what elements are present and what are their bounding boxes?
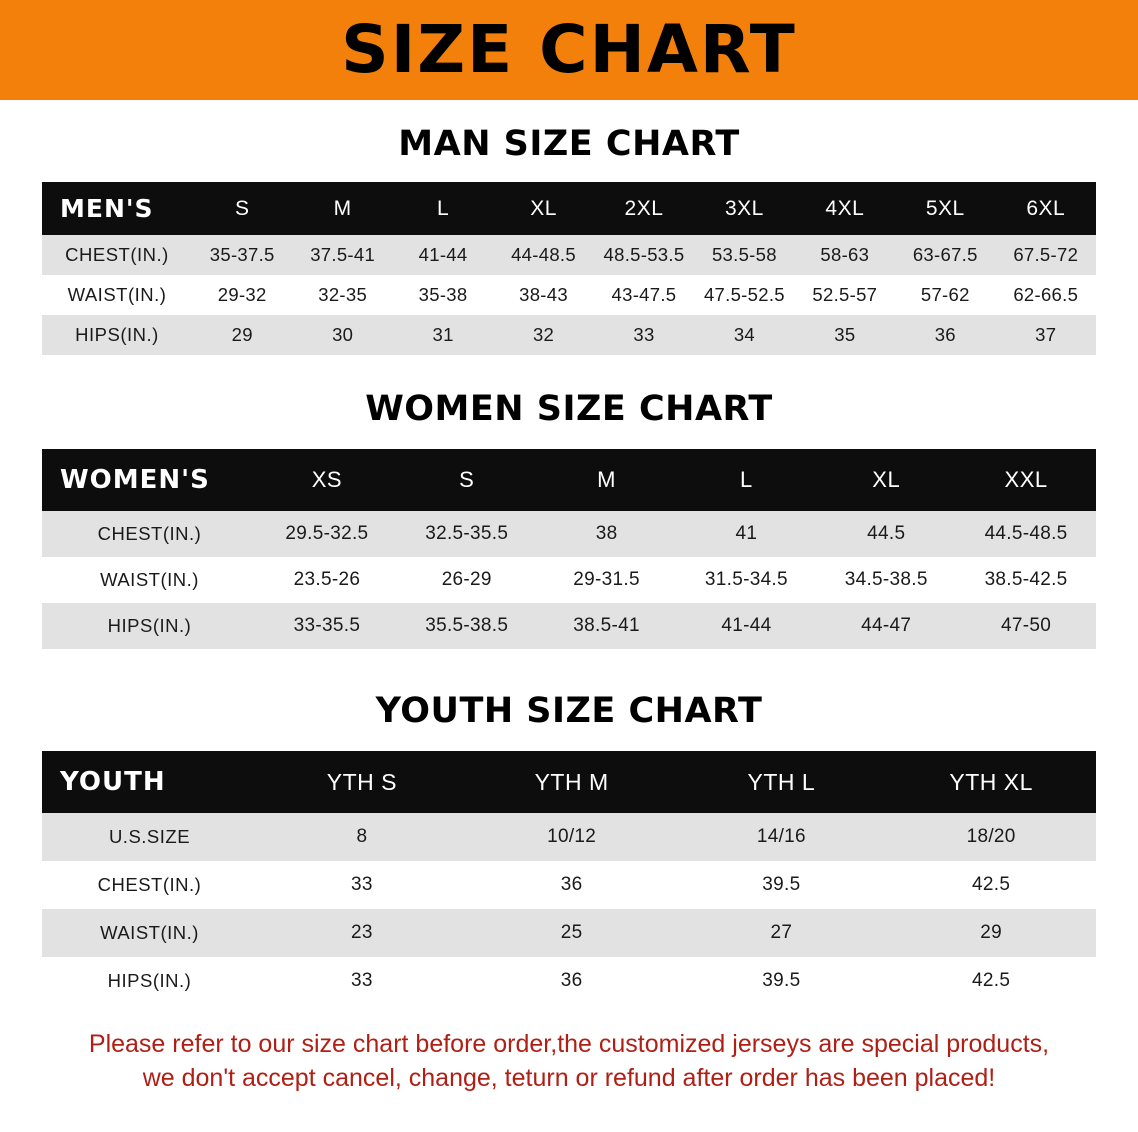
youth-hips-m: 36	[467, 957, 677, 1005]
women-hips-xxl: 47-50	[956, 603, 1096, 649]
youth-row-label-chest: CHEST(IN.)	[42, 861, 257, 909]
banner	[0, 0, 1138, 100]
youth-header-l: YTH L	[747, 768, 816, 795]
man-chest-m: 37.5-41	[292, 235, 392, 275]
women-header-xs: XS	[311, 467, 343, 492]
man-waist-m: 32-35	[292, 275, 392, 315]
man-waist-4xl: 52.5-57	[795, 275, 895, 315]
man-hips-s: 29	[192, 315, 292, 355]
man-chest-2xl: 48.5-53.5	[594, 235, 694, 275]
man-header-4xl: 4XL	[825, 196, 865, 220]
man-table-body	[42, 235, 1096, 355]
women-waist-s: 26-29	[397, 557, 537, 603]
man-row-label-waist: WAIST(IN.)	[42, 275, 192, 315]
women-header-l: L	[740, 467, 753, 492]
youth-waist-m: 25	[467, 909, 677, 957]
banner-title: SIZE CHART	[341, 11, 797, 88]
man-waist-6xl: 62-66.5	[996, 275, 1097, 315]
man-waist-xl: 38-43	[493, 275, 593, 315]
man-header-3xl: 3XL	[724, 196, 764, 220]
man-header-label: MEN'S	[60, 194, 154, 223]
women-section-title: WOMEN SIZE CHART	[365, 389, 773, 429]
women-row-label-chest: CHEST(IN.)	[42, 511, 257, 557]
women-header-label: WOMEN'S	[60, 465, 210, 495]
table-row	[42, 861, 1096, 909]
youth-chest-xl: 42.5	[886, 861, 1096, 909]
women-header-xxl: XXL	[1004, 467, 1048, 492]
man-header-l: L	[437, 196, 450, 220]
women-chest-xs: 29.5-32.5	[257, 511, 397, 557]
man-chest-l: 41-44	[393, 235, 493, 275]
man-hips-m: 30	[292, 315, 392, 355]
man-chest-xl: 44-48.5	[493, 235, 593, 275]
youth-size-table	[42, 751, 1096, 1005]
table-row	[42, 957, 1096, 1005]
youth-ussize-m: 10/12	[467, 813, 677, 861]
youth-chest-s: 33	[257, 861, 467, 909]
youth-hips-l: 39.5	[677, 957, 887, 1005]
women-chest-xl: 44.5	[816, 511, 956, 557]
women-chest-xxl: 44.5-48.5	[956, 511, 1096, 557]
women-table-head	[42, 449, 1096, 511]
man-size-table	[42, 182, 1096, 355]
disclaimer-line-1: Please refer to our size chart before order,the customized jerseys are special products,	[88, 1030, 1050, 1058]
youth-ussize-l: 14/16	[677, 813, 887, 861]
man-header-m: M	[333, 196, 352, 220]
youth-row-label-ussize: U.S.SIZE	[42, 813, 257, 861]
women-waist-xs: 23.5-26	[257, 557, 397, 603]
women-waist-xl: 34.5-38.5	[816, 557, 956, 603]
women-header-s: S	[459, 467, 475, 492]
women-hips-m: 38.5-41	[537, 603, 677, 649]
man-header-xl: XL	[530, 196, 557, 220]
youth-hips-s: 33	[257, 957, 467, 1005]
women-chest-s: 32.5-35.5	[397, 511, 537, 557]
youth-ussize-s: 8	[257, 813, 467, 861]
youth-table-head	[42, 751, 1096, 813]
man-table-wrap	[42, 182, 1096, 355]
youth-table-body	[42, 813, 1096, 1005]
youth-waist-xl: 29	[886, 909, 1096, 957]
man-row-label-chest: CHEST(IN.)	[42, 235, 192, 275]
table-header-row	[42, 182, 1096, 235]
man-row-label-hips: HIPS(IN.)	[42, 315, 192, 355]
table-row	[42, 813, 1096, 861]
women-row-label-hips: HIPS(IN.)	[42, 603, 257, 649]
man-waist-s: 29-32	[192, 275, 292, 315]
man-table-head	[42, 182, 1096, 235]
women-hips-xs: 33-35.5	[257, 603, 397, 649]
women-hips-l: 41-44	[676, 603, 816, 649]
man-header-5xl: 5XL	[925, 196, 965, 220]
man-section-title: MAN SIZE CHART	[398, 124, 740, 164]
man-hips-xl: 32	[493, 315, 593, 355]
women-table-body	[42, 511, 1096, 649]
youth-row-label-waist: WAIST(IN.)	[42, 909, 257, 957]
man-chest-3xl: 53.5-58	[694, 235, 794, 275]
table-row	[42, 557, 1096, 603]
man-header-6xl: 6XL	[1026, 196, 1066, 220]
man-chest-6xl: 67.5-72	[996, 235, 1097, 275]
women-waist-m: 29-31.5	[537, 557, 677, 603]
man-hips-3xl: 34	[694, 315, 794, 355]
youth-waist-l: 27	[677, 909, 887, 957]
man-chest-s: 35-37.5	[192, 235, 292, 275]
youth-chest-m: 36	[467, 861, 677, 909]
youth-header-xl: YTH XL	[949, 768, 1033, 795]
women-hips-xl: 44-47	[816, 603, 956, 649]
man-header-2xl: 2XL	[624, 196, 664, 220]
table-row	[42, 511, 1096, 557]
women-size-table	[42, 449, 1096, 649]
youth-header-s: YTH S	[326, 768, 397, 795]
women-hips-s: 35.5-38.5	[397, 603, 537, 649]
man-header-s: S	[234, 196, 250, 220]
table-row	[42, 235, 1096, 275]
man-waist-5xl: 57-62	[895, 275, 995, 315]
youth-waist-s: 23	[257, 909, 467, 957]
youth-table-wrap	[42, 751, 1096, 1005]
women-waist-xxl: 38.5-42.5	[956, 557, 1096, 603]
man-hips-5xl: 36	[895, 315, 995, 355]
man-waist-2xl: 43-47.5	[594, 275, 694, 315]
man-hips-2xl: 33	[594, 315, 694, 355]
women-header-m: M	[597, 467, 616, 492]
table-header-row	[42, 751, 1096, 813]
women-header-xl: XL	[872, 467, 901, 492]
youth-ussize-xl: 18/20	[886, 813, 1096, 861]
women-table-wrap	[42, 449, 1096, 649]
women-row-label-waist: WAIST(IN.)	[42, 557, 257, 603]
youth-header-label: YOUTH	[60, 767, 166, 797]
man-waist-3xl: 47.5-52.5	[694, 275, 794, 315]
man-chest-5xl: 63-67.5	[895, 235, 995, 275]
man-waist-l: 35-38	[393, 275, 493, 315]
table-row	[42, 603, 1096, 649]
table-row	[42, 315, 1096, 355]
women-waist-l: 31.5-34.5	[676, 557, 816, 603]
table-row	[42, 275, 1096, 315]
women-chest-l: 41	[676, 511, 816, 557]
youth-chest-l: 39.5	[677, 861, 887, 909]
man-hips-l: 31	[393, 315, 493, 355]
disclaimer-line-2: we don't accept cancel, change, teturn or refund after order has been placed!	[142, 1064, 996, 1092]
table-row	[42, 909, 1096, 957]
youth-hips-xl: 42.5	[886, 957, 1096, 1005]
man-hips-6xl: 37	[996, 315, 1097, 355]
man-hips-4xl: 35	[795, 315, 895, 355]
man-chest-4xl: 58-63	[795, 235, 895, 275]
youth-section-title: YOUTH SIZE CHART	[375, 691, 763, 731]
youth-row-label-hips: HIPS(IN.)	[42, 957, 257, 1005]
youth-header-m: YTH M	[534, 768, 609, 795]
disclaimer-note	[38, 1027, 1100, 1095]
women-chest-m: 38	[537, 511, 677, 557]
table-header-row	[42, 449, 1096, 511]
